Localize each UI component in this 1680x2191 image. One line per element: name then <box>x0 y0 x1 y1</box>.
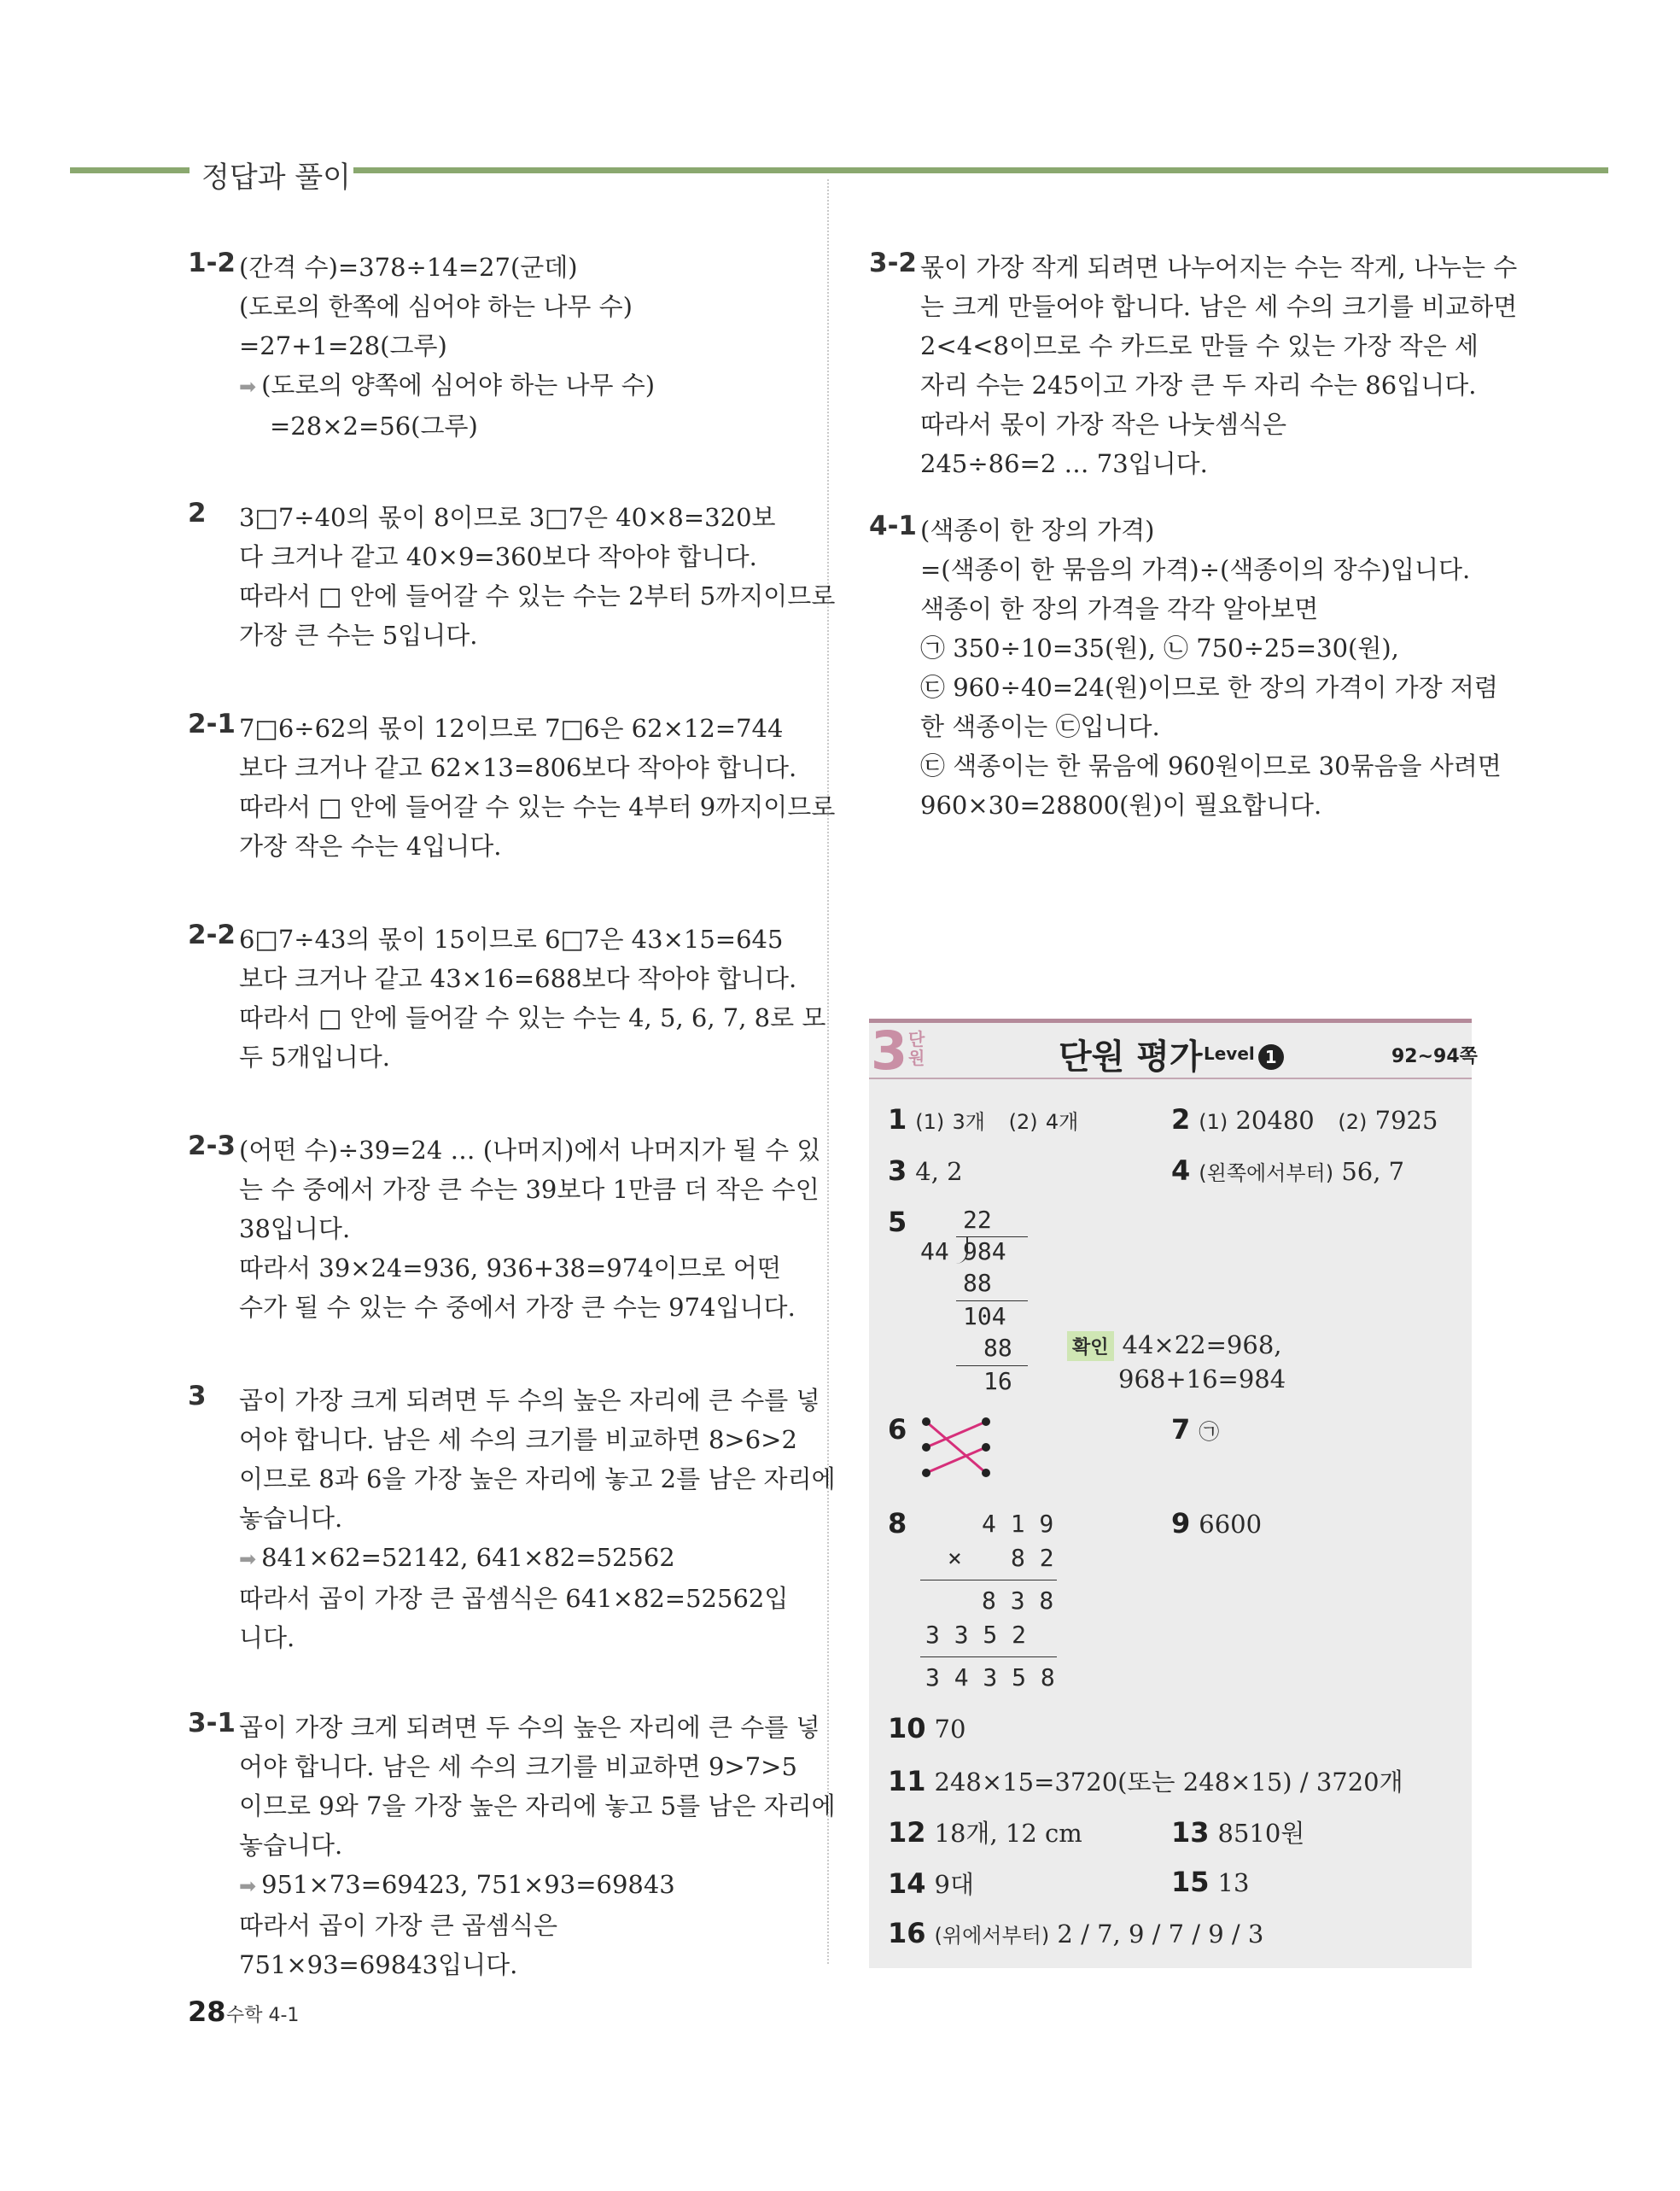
problem-line: 보다 크거나 같고 62×13=806보다 작아야 합니다. <box>239 753 797 782</box>
evaluation-level: Level 1 <box>1204 1043 1284 1070</box>
division-step: 88 <box>983 1334 1012 1362</box>
problem-line: 가장 작은 수는 4입니다. <box>239 832 502 861</box>
match-dot <box>922 1443 930 1452</box>
division-remainder: 16 <box>983 1367 1012 1395</box>
page-subject: 수학 4-1 <box>226 2005 300 2026</box>
problem-line: 니다. <box>239 1623 295 1652</box>
answer-1: 1 (1) 3개 (2) 4개 <box>888 1103 1079 1136</box>
problem-line: 이므로 8과 6을 가장 높은 자리에 놓고 2를 남은 자리에 <box>239 1464 836 1493</box>
evaluation-title: 단원 평가 <box>1059 1037 1203 1077</box>
problem-3-2: 3-2 몫이 가장 작게 되려면 나누어지는 수는 작게, 나누는 수 는 크게 만들어야 합니다. 남은 세 수의 크기를 비교하면 2<4<8이므로 수 카드로 만들 수 있는 가장 작은 세 자리 수는 245이고 가장 큰 두 자리 수는 86입니다. 따라서 몫이 가장 작은 나눗셈식은 245÷86=2 … 73입니다. <box>869 248 1526 483</box>
confirm-badge: 확인 <box>1067 1331 1114 1361</box>
match-dot <box>982 1417 990 1426</box>
matching-lines-diagram <box>913 1413 1007 1481</box>
answer-8: 8 <box>888 1507 907 1540</box>
problem-line: (도로의 양쪽에 심어야 하는 나무 수) <box>261 371 656 400</box>
division-step: 88 <box>963 1269 992 1297</box>
confirm-check: 확인 44×22=968, <box>1067 1330 1282 1361</box>
match-line <box>926 1422 986 1473</box>
page-header-title: 정답과 풀이 <box>201 161 352 195</box>
answer-13: 13 8510원 <box>1171 1816 1305 1849</box>
problem-2-3: 2-3 (어떤 수)÷39=24 … (나머지)에서 나머지가 될 수 있 는 수 중에서 가장 큰 수는 39보다 1만큼 더 작은 수인 38입니다. 따라서 39×24=936, 936+38=974이므로 어떤 수가 될 수 있는 수 중에서 가장 큰 수는 974입니다. <box>188 1131 845 1327</box>
unit-number: 3 <box>871 1020 908 1082</box>
problem-line: =27+1=28(그루) <box>239 331 447 360</box>
confirm-check-line: 968+16=984 <box>1118 1364 1286 1393</box>
problem-line: ㉠ 350÷10=35(원), ㉡ 750÷25=30(원), <box>920 634 1399 663</box>
match-dot <box>982 1469 990 1477</box>
match-dot <box>982 1443 990 1452</box>
problem-line: 놓습니다. <box>239 1831 343 1860</box>
problem-line: 841×62=52142, 641×82=52562 <box>261 1543 675 1572</box>
mul-result: 3 4 3 5 8 <box>925 1663 1055 1691</box>
problem-line: 751×93=69843입니다. <box>239 1950 518 1979</box>
match-dot <box>922 1469 930 1477</box>
problem-line: =(색종이 한 묶음의 가격)÷(색종이의 장수)입니다. <box>920 555 1471 584</box>
problem-line: ㉢ 960÷40=24(원)이므로 한 장의 가격이 가장 저렴 <box>920 673 1498 702</box>
problem-line: 7□6÷62의 몫이 12이므로 7□6은 62×12=744 <box>239 714 784 743</box>
problem-line: (어떤 수)÷39=24 … (나머지)에서 나머지가 될 수 있 <box>239 1136 821 1165</box>
problem-3: 3 곱이 가장 크게 되려면 두 수의 높은 자리에 큰 수를 넣 어야 합니다. 남은 세 수의 크기를 비교하면 8>6>2 이므로 8과 6을 가장 높은 자리에 놓고 2를 남은 자리에 놓습니다. ➡ 841×62=52142, 641×82=52562 따라서 곱이 가장 큰 곱셈식은 641×82=52562입 니다. <box>188 1381 845 1657</box>
problem-line: 다 크거나 같고 40×9=360보다 작아야 합니다. <box>239 542 757 571</box>
header-rule-right <box>353 167 1608 173</box>
problem-3-1: 3-1 곱이 가장 크게 되려면 두 수의 높은 자리에 큰 수를 넣 어야 합니다. 남은 세 수의 크기를 비교하면 9>7>5 이므로 9와 7을 가장 높은 자리에 놓고 5를 남은 자리에 놓습니다. ➡ 951×73=69423, 751×93=69843 따라서 곱이 가장 큰 곱셈식은 751×93=69843입니다. <box>188 1708 845 1984</box>
answer-3: 3 4, 2 <box>888 1154 963 1187</box>
division-divisor: 44 <box>920 1237 949 1265</box>
problem-line: (도로의 한쪽에 심어야 하는 나무 수) <box>239 292 633 321</box>
problem-2: 2 3□7÷40의 몫이 8이므로 3□7은 40×8=320보 다 크거나 같고 40×9=360보다 작아야 합니다. 따라서 □ 안에 들어갈 수 있는 수는 2부터 5까지이므로 가장 큰 수는 5입니다. <box>188 498 845 655</box>
problem-line: 수가 될 수 있는 수 중에서 가장 큰 수는 974입니다. <box>239 1293 796 1322</box>
answer-5: 5 <box>888 1206 907 1238</box>
problem-line: 따라서 □ 안에 들어갈 수 있는 수는 4, 5, 6, 7, 8로 모 <box>239 1003 826 1032</box>
mul-operator: × <box>948 1544 962 1572</box>
answer-14: 14 9대 <box>888 1867 974 1900</box>
problem-line: 몫이 가장 작게 되려면 나누어지는 수는 작게, 나누는 수 <box>920 253 1518 282</box>
answer-6: 6 <box>888 1413 907 1446</box>
mul-top: 4 1 9 <box>982 1510 1054 1538</box>
answer-9: 9 6600 <box>1171 1507 1263 1540</box>
mul-partial: 3 3 5 2 <box>925 1621 1027 1649</box>
problem-line: 보다 크거나 같고 43×16=688보다 작아야 합니다. <box>239 964 797 993</box>
problem-line: 따라서 몫이 가장 작은 나눗셈식은 <box>920 410 1287 439</box>
problem-1-2: 1-2 (간격 수)=378÷14=27(군데) (도로의 한쪽에 심어야 하는 나무 수) =27+1=28(그루) ➡ (도로의 양쪽에 심어야 하는 나무 수) =28×2=56(그루) <box>188 248 845 446</box>
problem-line: 따라서 39×24=936, 936+38=974이므로 어떤 <box>239 1253 781 1282</box>
answer-10: 10 70 <box>888 1712 966 1744</box>
arrow-icon: ➡ <box>239 375 257 399</box>
problem-line: 이므로 9와 7을 가장 높은 자리에 놓고 5를 남은 자리에 <box>239 1791 836 1820</box>
problem-line: 곱이 가장 크게 되려면 두 수의 높은 자리에 큰 수를 넣 <box>239 1713 820 1742</box>
problem-line: (간격 수)=378÷14=27(군데) <box>239 253 578 282</box>
problem-2-2: 2-2 6□7÷43의 몫이 15이므로 6□7은 43×15=645 보다 크거나 같고 43×16=688보다 작아야 합니다. 따라서 □ 안에 들어갈 수 있는 수는 4, 5, 6, 7, 8로 모 두 5개입니다. <box>188 920 845 1077</box>
match-line <box>926 1447 986 1473</box>
problem-line: 960×30=28800(원)이 필요합니다. <box>920 791 1322 820</box>
unit-label: 단 원 <box>908 1029 925 1068</box>
problem-line: 색종이 한 장의 가격을 각각 알아보면 <box>920 594 1319 623</box>
problem-line: 두 5개입니다. <box>239 1043 390 1072</box>
problem-line: 가장 큰 수는 5입니다. <box>239 621 478 650</box>
problem-line: 3□7÷40의 몫이 8이므로 3□7은 40×8=320보 <box>239 503 776 532</box>
division-dividend: 984 <box>963 1237 1006 1265</box>
problem-line: 따라서 □ 안에 들어갈 수 있는 수는 2부터 5까지이므로 <box>239 581 836 611</box>
problem-2-1: 2-1 7□6÷62의 몫이 12이므로 7□6은 62×12=744 보다 크거나 같고 62×13=806보다 작아야 합니다. 따라서 □ 안에 들어갈 수 있는 수는 4부터 9까지이므로 가장 작은 수는 4입니다. <box>188 709 845 866</box>
problem-line: 951×73=69423, 751×93=69843 <box>261 1870 675 1899</box>
problem-line: =28×2=56(그루) <box>270 412 478 441</box>
problem-4-1: 4-1 (색종이 한 장의 가격) =(색종이 한 묶음의 가격)÷(색종이의 장수)입니다. 색종이 한 장의 가격을 각각 알아보면 ㉠ 350÷10=35(원), ㉡ 750÷25=30(원), ㉢ 960÷40=24(원)이므로 한 장의 가격이 가장 저렴 한 색종이는 ㉢입니다. ㉢ 색종이는 한 묶음에 960원이므로 30묶음을 사려면 960×30=28800(원)이 필요합니다. <box>869 511 1526 825</box>
page-number: 28 <box>188 1995 226 2028</box>
answer-15: 15 13 <box>1171 1866 1250 1898</box>
division-quotient: 22 <box>963 1206 992 1234</box>
problem-line: 는 수 중에서 가장 큰 수는 39보다 1만큼 더 작은 수인 <box>239 1175 820 1204</box>
problem-line: 따라서 곱이 가장 큰 곱셈식은 641×82=52562입 <box>239 1584 789 1613</box>
problem-line: 곱이 가장 크게 되려면 두 수의 높은 자리에 큰 수를 넣 <box>239 1386 820 1415</box>
problem-line: (색종이 한 장의 가격) <box>920 516 1155 545</box>
arrow-icon: ➡ <box>239 1874 257 1898</box>
problem-line: 따라서 □ 안에 들어갈 수 있는 수는 4부터 9까지이므로 <box>239 792 836 821</box>
problem-line: 어야 합니다. 남은 세 수의 크기를 비교하면 9>7>5 <box>239 1752 797 1781</box>
mul-bottom: 8 2 <box>1011 1544 1054 1572</box>
evaluation-top-rule <box>869 1019 1472 1023</box>
problem-line: ㉢ 색종이는 한 묶음에 960원이므로 30묶음을 사려면 <box>920 751 1502 780</box>
header-rule-left <box>70 167 190 173</box>
mul-partial: 8 3 8 <box>982 1586 1054 1615</box>
problem-line: 245÷86=2 … 73입니다. <box>920 449 1208 478</box>
evaluation-pages: 92~94쪽 <box>1391 1046 1478 1067</box>
answer-11: 11 248×15=3720(또는 248×15) / 3720개 <box>888 1765 1403 1797</box>
problem-line: 는 크게 만들어야 합니다. 남은 세 수의 크기를 비교하면 <box>920 292 1518 321</box>
problem-line: 2<4<8이므로 수 카드로 만들 수 있는 가장 작은 세 <box>920 331 1479 360</box>
answer-12: 12 18개, 12 cm <box>888 1816 1082 1849</box>
answer-2: 2 (1) 20480 (2) 7925 <box>1171 1103 1438 1136</box>
problem-line: 놓습니다. <box>239 1504 343 1533</box>
problem-line: 자리 수는 245이고 가장 큰 두 자리 수는 86입니다. <box>920 371 1477 400</box>
match-dot <box>922 1417 930 1426</box>
problem-line: 38입니다. <box>239 1214 351 1243</box>
problem-line: 6□7÷43의 몫이 15이므로 6□7은 43×15=645 <box>239 925 784 954</box>
answer-16: 16 (위에서부터) 2 / 7, 9 / 7 / 9 / 3 <box>888 1917 1264 1949</box>
match-line <box>926 1422 986 1447</box>
problem-line: 어야 합니다. 남은 세 수의 크기를 비교하면 8>6>2 <box>239 1425 797 1454</box>
mul-line <box>920 1656 1057 1657</box>
arrow-icon: ➡ <box>239 1547 257 1571</box>
problem-line: 따라서 곱이 가장 큰 곱셈식은 <box>239 1911 558 1940</box>
division-step: 104 <box>963 1302 1006 1330</box>
problem-line: 한 색종이는 ㉢입니다. <box>920 712 1160 741</box>
answer-4: 4 (왼쪽에서부터) 56, 7 <box>1171 1154 1405 1187</box>
answer-7: 7 ㉠ <box>1171 1413 1220 1446</box>
level-badge: 1 <box>1258 1044 1284 1070</box>
